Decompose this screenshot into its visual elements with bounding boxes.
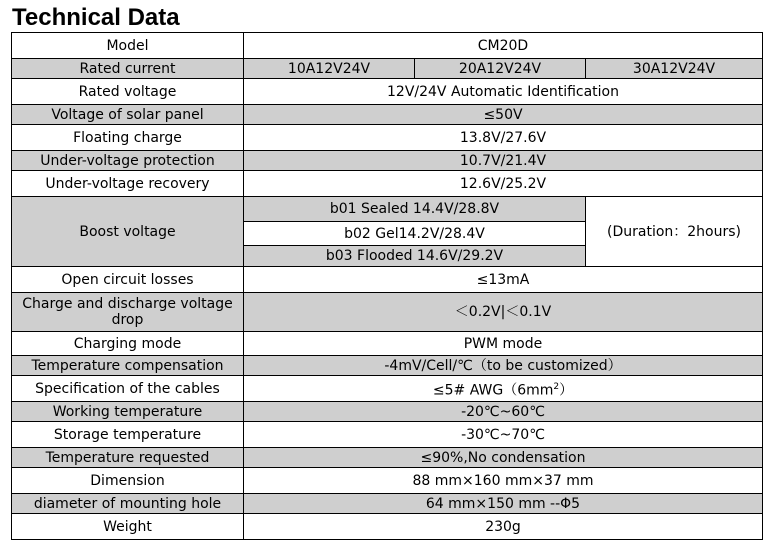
page-title: Technical Data [12,4,180,31]
boost-option: b03 Flooded 14.6V/29.2V [244,246,586,267]
row-label: Weight [12,514,244,540]
cable-spec-close: ） [559,382,574,399]
row-label: Working temperature [12,402,244,422]
row-value: 88 mm×160 mm×37 mm [244,468,763,494]
table-row-mounting-hole [12,494,763,514]
row-label: Under-voltage protection [12,151,244,171]
row-value: -20℃~60℃ [244,402,763,422]
table-row-charging-mode [12,332,763,356]
row-value: PWM mode [244,332,763,356]
row-value: 64 mm×150 mm --Φ5 [244,494,763,514]
row-label: Temperature compensation [12,356,244,376]
table-row-solar-voltage [12,105,763,125]
table-row-boost-1 [12,197,763,222]
row-label: Storage temperature [12,422,244,448]
row-label: Boost voltage [12,197,244,267]
table-row-weight [12,514,763,540]
row-value: 30A12V24V [586,59,763,79]
row-value: 12V/24V Automatic Identification [244,79,763,105]
table-row-temp-compensation [12,356,763,376]
row-label: Voltage of solar panel [12,105,244,125]
row-label: Floating charge [12,125,244,151]
row-value: 10.7V/21.4V [244,151,763,171]
row-label: Charging mode [12,332,244,356]
table-row-dimension [12,468,763,494]
table-row-working-temp [12,402,763,422]
row-value: 20A12V24V [415,59,586,79]
cable-spec-superscript: 2 [553,381,560,392]
row-label: Dimension [12,468,244,494]
table-row-model [12,33,763,59]
table-row-floating-charge [12,125,763,151]
row-value: ≤13mA [244,267,763,293]
table-row-cables [12,376,763,402]
boost-option: b02 Gel14.2V/28.4V [244,222,586,246]
table-row-rated-voltage [12,79,763,105]
boost-option: b01 Sealed 14.4V/28.8V [244,197,586,222]
row-value: CM20D [244,33,763,59]
row-label: diameter of mounting hole [12,494,244,514]
table-row-uv-recovery [12,171,763,197]
table-row-voltage-drop [12,293,763,332]
row-label: Under-voltage recovery [12,171,244,197]
row-value: 13.8V/27.6V [244,125,763,151]
row-value [244,376,763,402]
row-value: ≤90%,No condensation [244,448,763,468]
table-row-open-circuit [12,267,763,293]
row-label: Open circuit losses [12,267,244,293]
table-row-rated-current [12,59,763,79]
row-label: Specification of the cables [12,376,244,402]
row-value: 10A12V24V [244,59,415,79]
technical-data-table [11,32,763,540]
table-row-storage-temp [12,422,763,448]
row-value: 12.6V/25.2V [244,171,763,197]
table-row-temp-requested [12,448,763,468]
row-label: Rated voltage [12,79,244,105]
row-value: 230g [244,514,763,540]
row-value: ＜0.2V|＜0.1V [244,293,763,332]
row-value: -4mV/Cell/℃（to be customized） [244,356,763,376]
row-value: ≤50V [244,105,763,125]
row-label: Rated current [12,59,244,79]
row-label: Temperature requested [12,448,244,468]
row-label: Charge and discharge voltage drop [12,293,244,332]
row-label: Model [12,33,244,59]
table-row-uv-protection [12,151,763,171]
boost-duration: (Duration：2hours) [586,197,763,267]
row-value: -30℃~70℃ [244,422,763,448]
cable-spec-text: ≤5# AWG（6mm [432,382,554,399]
